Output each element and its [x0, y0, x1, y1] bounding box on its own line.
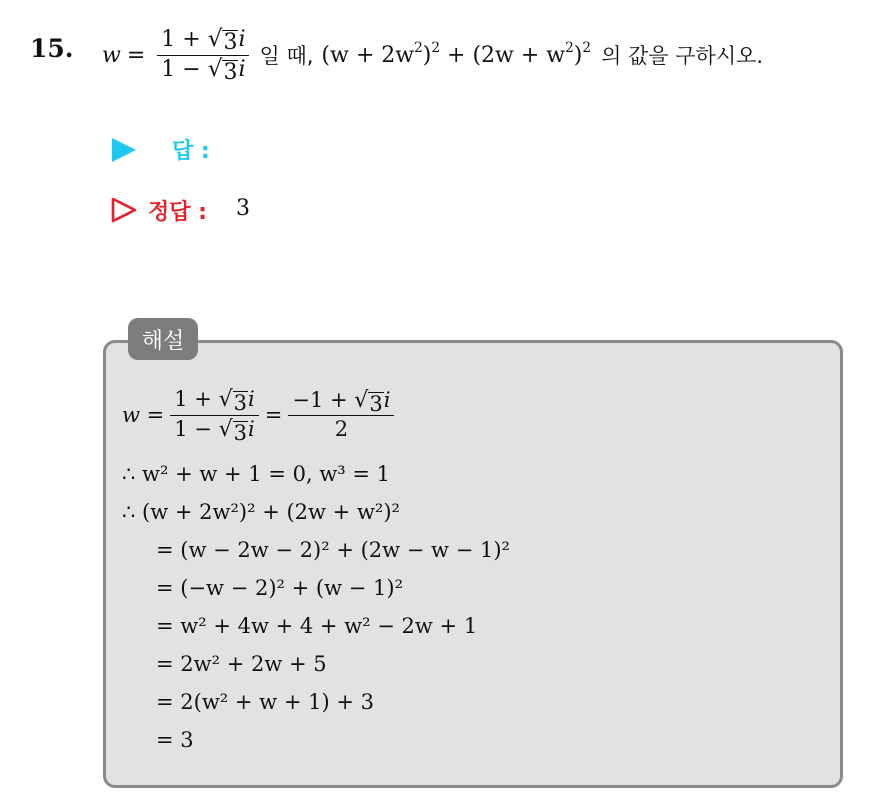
solution-line-3: ∴ (w + 2w²)² + (2w + w²)²	[122, 500, 400, 524]
solution-line-6: = w² + 4w + 4 + w² − 2w + 1	[156, 614, 478, 638]
correct-answer-label: 정답 :	[148, 200, 207, 225]
text-when: 일 때,	[259, 44, 314, 68]
sqrt-symbol: √ 3	[218, 387, 248, 416]
sqrt-symbol: √ 3	[354, 388, 383, 417]
fraction-denominator: 1 − √ 3 i	[161, 55, 246, 85]
question-statement	[102, 20, 763, 90]
sqrt-symbol: √ 3	[207, 55, 238, 85]
text-tail: 의 값을 구하시오.	[601, 44, 764, 68]
correct-answer-value: 3	[236, 196, 250, 221]
solution-fraction-1: 1 + √ 3 i 1 − √ 3 i	[170, 386, 258, 443]
question-fraction	[157, 26, 249, 83]
solution-line-4: = (w − 2w − 2)² + (2w − w − 1)²	[156, 538, 510, 562]
fraction-numerator: 1 + √ 3 i	[161, 26, 246, 56]
equals-sign: =	[126, 42, 146, 68]
solution-line-8: = 2(w² + w + 1) + 3	[156, 690, 374, 714]
solution-line-2: ∴ w² + w + 1 = 0, w³ = 1	[122, 462, 391, 486]
correct-arrow-icon	[110, 196, 138, 224]
expression: $(w + 2w^2)^2 + (2w + w^2)^2$	[321, 39, 592, 68]
explanation-tag: 해설	[128, 318, 198, 360]
var-w: w	[102, 42, 121, 68]
solution-line-9: = 3	[156, 728, 194, 752]
sqrt-symbol: √ 3	[218, 416, 248, 445]
sqrt-symbol: √ 3	[207, 26, 238, 56]
solution-fraction-2: −1 + √ 3 i 2	[288, 387, 394, 442]
question-number: 15.	[30, 34, 74, 63]
solution-line-7: = 2w² + 2w + 5	[156, 652, 327, 676]
answer-label: 답 :	[172, 139, 210, 164]
solution-line-5: = (−w − 2)² + (w − 1)²	[156, 576, 403, 600]
answer-arrow-icon	[112, 138, 136, 162]
solution-line-1: w = 1 + √ 3 i 1 − √ 3 i = −1 + √ 3 i 2	[122, 380, 400, 450]
